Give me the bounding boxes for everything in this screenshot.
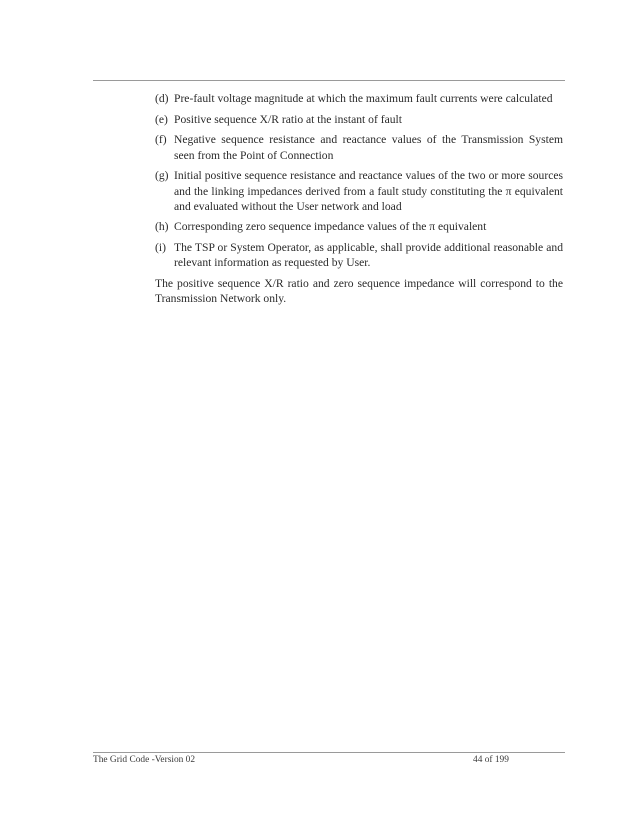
header-rule [93, 80, 565, 81]
list-item-label: (d) [155, 92, 169, 105]
list-item-label: (h) [155, 220, 169, 234]
list-item [155, 219, 563, 234]
list-item-label: (i) [155, 241, 166, 255]
list-item [155, 168, 563, 214]
list-item-label: (f) [155, 133, 167, 147]
list-item-label: (g) [155, 169, 169, 183]
footer-document-title: The Grid Code -Version 02 [93, 755, 196, 765]
list-item-text: Pre-fault voltage magnitude at which the maximum fault currents were calculated [174, 92, 553, 105]
list-item-text: Corresponding zero sequence impedance values of the π equivalent [174, 220, 487, 234]
list-item-text: The TSP or System Operator, as applicable, shall provide additional reasonable and relevant information as requested by User. [174, 241, 563, 270]
list-item-text: Negative sequence resistance and reactance values of the Transmission System seen from the Point of Connection [174, 133, 563, 162]
closing-paragraph: The positive sequence X/R ratio and zero sequence impedance will correspond to the Transmission Network only. [155, 277, 563, 306]
list-item [155, 112, 563, 127]
list-item [155, 132, 563, 162]
list-item [155, 240, 563, 270]
list-item-label: (e) [155, 112, 168, 126]
list-item-text: Initial positive sequence resistance and reactance values of the two or more sources and the linking impedances derived from a fault study constituting the π equivalent and evaluated without the User network and load [174, 169, 563, 213]
list-item-text: Positive sequence X/R ratio at the instant of fault [174, 112, 402, 126]
footer-page-number: 44 of 199 [473, 755, 509, 765]
page-body [155, 91, 563, 318]
list-item [155, 91, 563, 106]
footer-rule [93, 752, 565, 753]
